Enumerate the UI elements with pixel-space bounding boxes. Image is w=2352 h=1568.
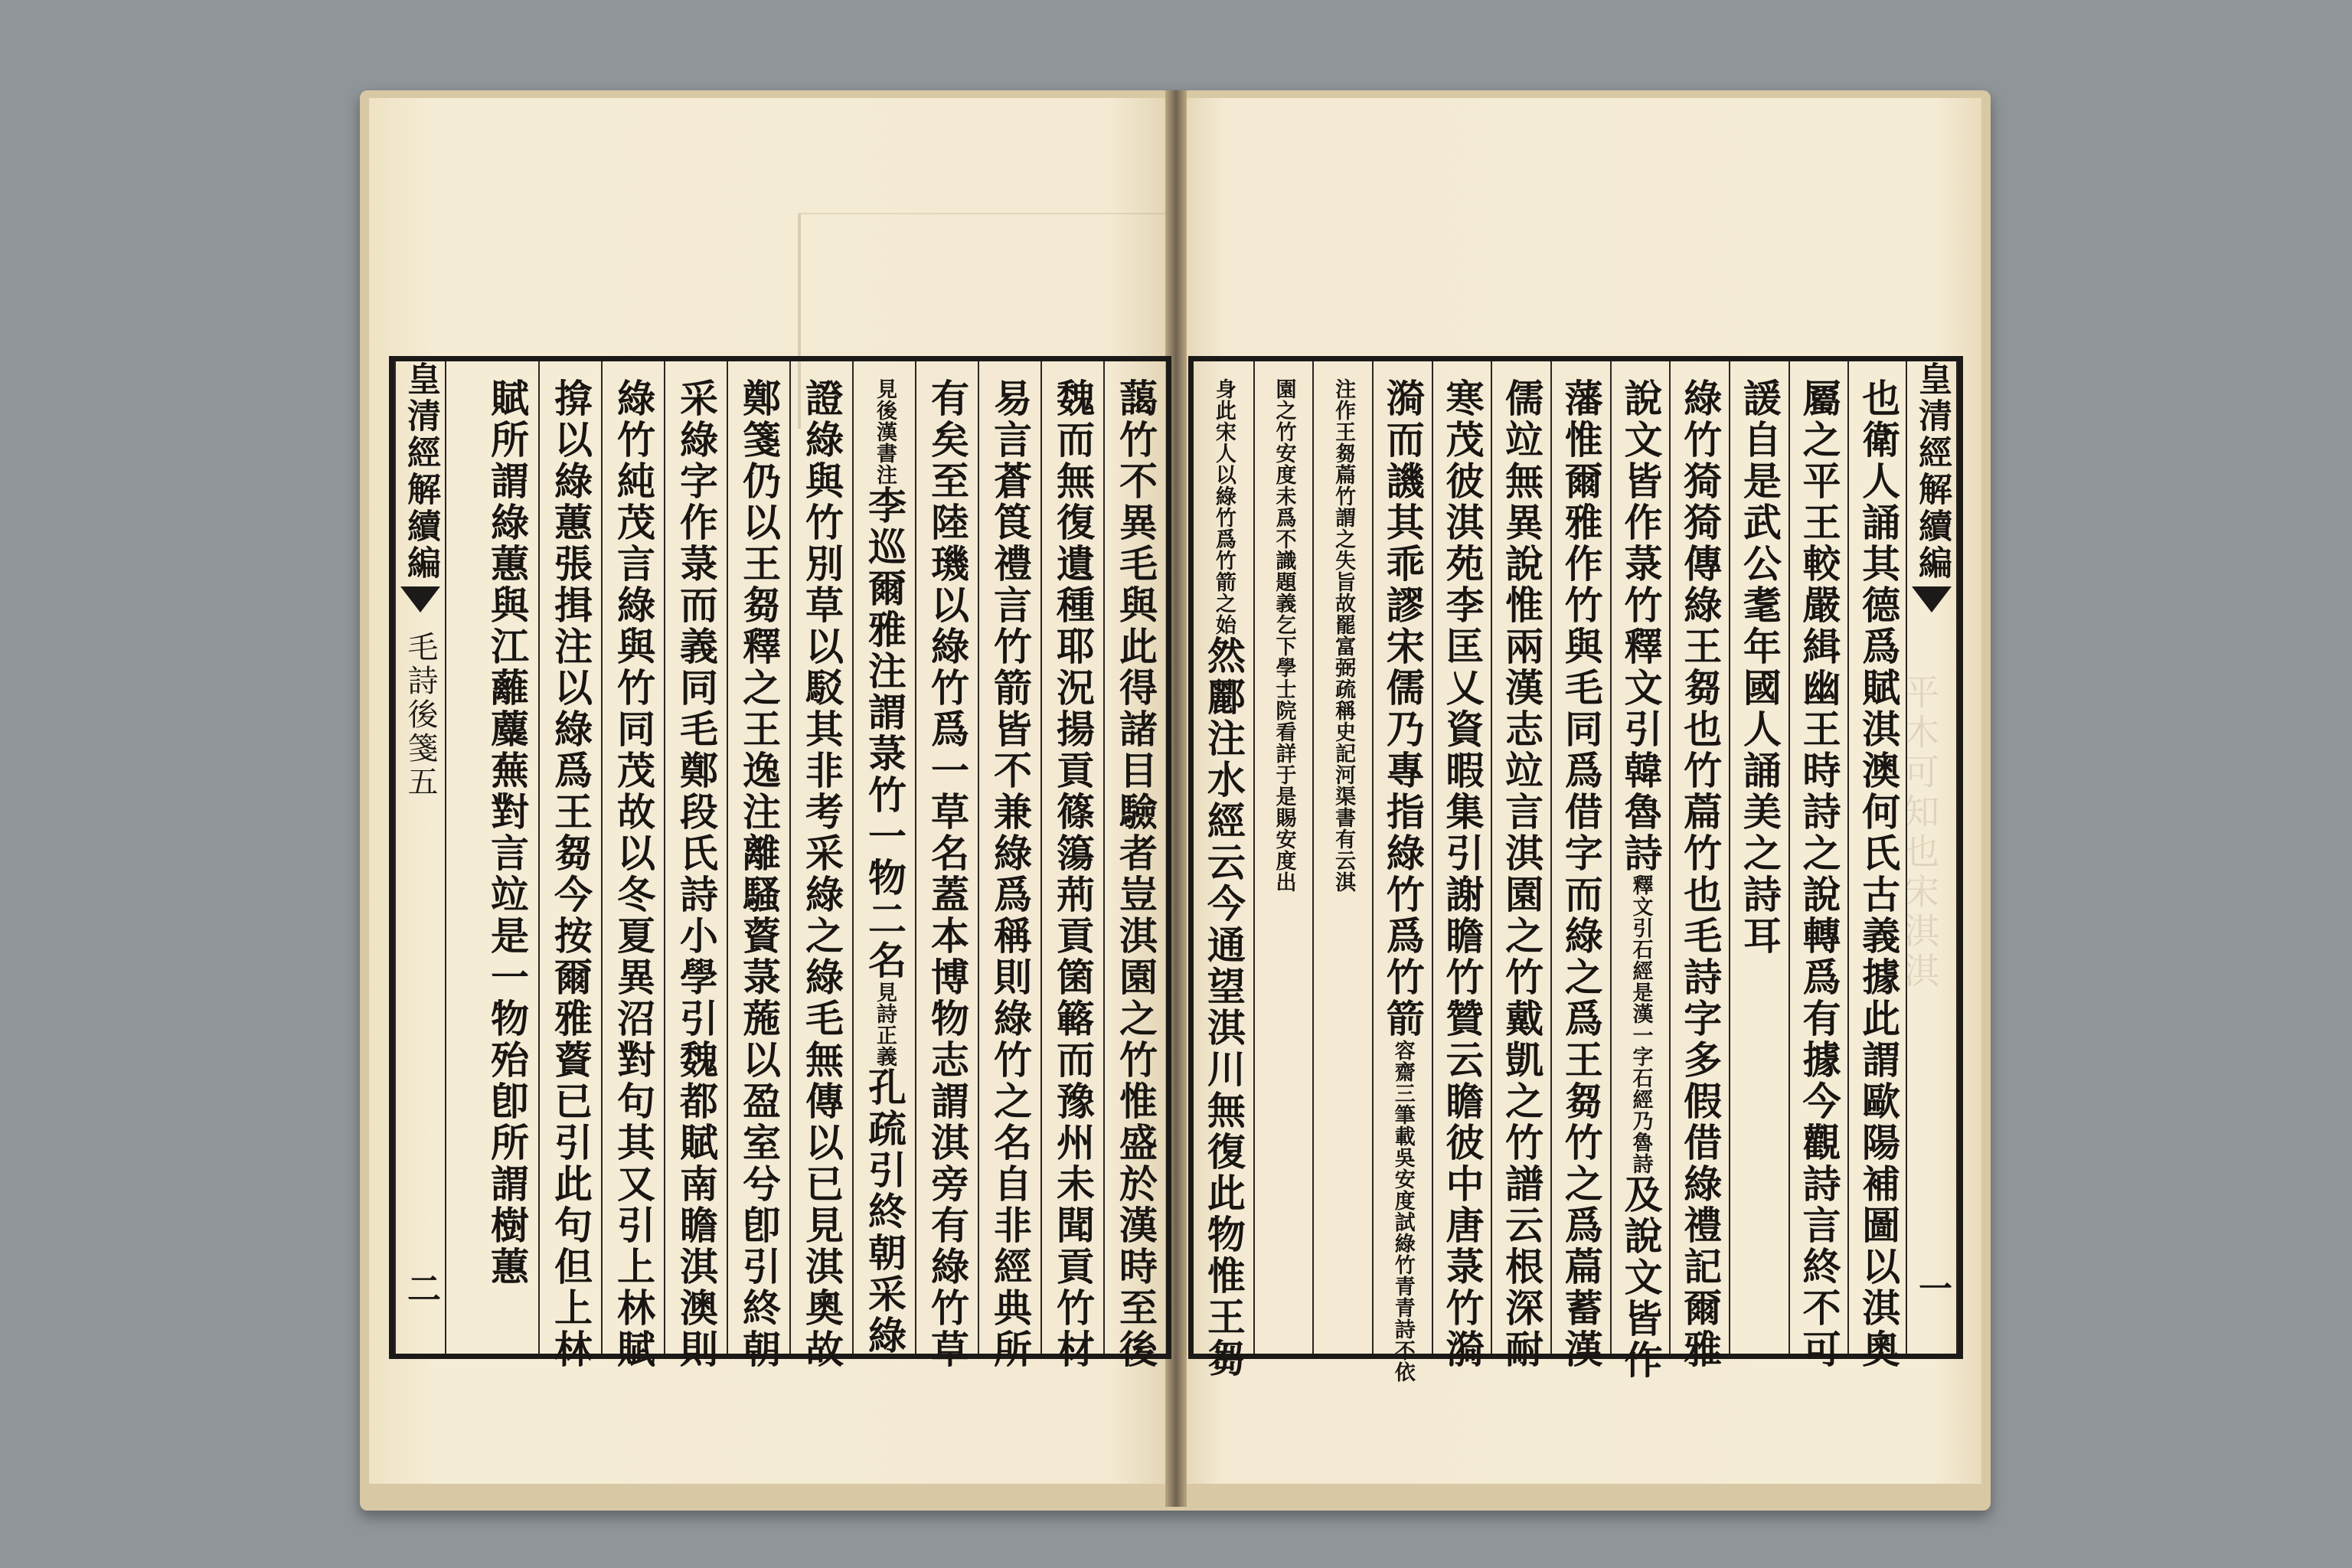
right-column-text: 藩惟爾雅作竹與毛同爲借字而綠之爲王芻竹之爲萹蓄漢 xyxy=(1558,378,1604,1370)
right-text-column xyxy=(1788,361,1848,1370)
left-text-column xyxy=(475,361,538,1354)
right-text-columns xyxy=(1194,361,1907,1383)
left-text-frame xyxy=(389,356,1171,1370)
left-text-columns xyxy=(445,361,1166,1370)
right-column-text: 身此宋人以綠竹爲竹箭之始然酈注水經云今通望淇川無復此物惟王芻 xyxy=(1200,378,1246,1380)
right-column-text: 也衛人誦其德爲賦淇澳何氏古義據此謂歐陽補圖以淇奧 xyxy=(1856,378,1902,1370)
right-column-text: 儒竝無異說惟兩漢志竝言淇園之竹戴凱之竹譜云根深耐 xyxy=(1499,378,1545,1370)
right-text-column xyxy=(1194,361,1253,1380)
right-text-column xyxy=(1312,361,1372,1354)
right-text-column xyxy=(1729,361,1788,1354)
left-text-column xyxy=(915,361,978,1370)
right-column-text: 寒茂彼淇苑李匡乂資暇集引謝瞻竹贊云瞻彼中唐菉竹漪 xyxy=(1439,378,1485,1370)
left-column-text: 揜以綠蕙張揖注以綠爲王芻今按爾雅薋已引此句但上林 xyxy=(548,378,593,1370)
right-column-text: 園之竹安度未爲不識題義乞下學士院看詳于是賜安度出 xyxy=(1272,378,1296,893)
right-text-column xyxy=(1491,361,1550,1370)
right-text-column xyxy=(1372,361,1432,1383)
left-text-column xyxy=(789,361,852,1370)
left-text-column xyxy=(664,361,727,1370)
right-column-text: 屬之平王較嚴緝幽王時詩之說轉爲有據今觀詩言終不可 xyxy=(1796,378,1842,1370)
right-text-column xyxy=(1550,361,1610,1370)
left-text-column xyxy=(601,361,664,1370)
right-column-text: 綠竹猗猗傳綠王芻也竹萹竹也毛詩字多假借綠禮記爾雅 xyxy=(1677,378,1723,1370)
right-column-text: 注作王芻萹竹謂之失旨故罷富弼疏稱史記河渠書有云淇 xyxy=(1331,378,1356,893)
right-text-frame xyxy=(1188,356,1963,1383)
right-spine-title: 皇清經解續編 xyxy=(1913,361,1952,582)
right-column-text: 諼自是武公耄年國人誦美之詩耳 xyxy=(1736,378,1782,957)
left-column-text: 易言蒼筤禮言竹箭皆不兼綠爲稱則綠竹之名自非經典所 xyxy=(988,378,1033,1370)
fish-tail-mark xyxy=(400,586,440,612)
left-text-column xyxy=(852,361,915,1357)
left-column-text: 賦所謂綠蕙與江蘺蘪蕪對言竝是一物殆卽所謂樹蕙 xyxy=(485,378,530,1288)
left-column-text: 有矣至陸璣以綠竹爲一草名蓋本博物志謂淇旁有綠竹草 xyxy=(925,378,970,1370)
left-page-number: 二 xyxy=(401,1271,440,1308)
left-column-text: 魏而無復遺種耶況揚貢篠簜荊貢箘簵而豫州未聞貢竹材 xyxy=(1050,378,1096,1370)
left-column-text: 見後漢書注李巡爾雅注謂菉竹一物二名見詩正義孔疏引終朝采綠 xyxy=(862,378,907,1357)
right-text-column xyxy=(1253,361,1313,1354)
left-column-text: 采綠字作菉而義同毛鄭段氏詩小學引魏都賦南瞻淇澳則 xyxy=(674,378,719,1370)
right-text-column xyxy=(1432,361,1491,1370)
left-column-text: 鄭箋仍以王芻釋之王逸注離騷薋菉葹以盈室兮卽引終朝 xyxy=(737,378,782,1370)
left-text-column xyxy=(978,361,1040,1370)
left-column-text: 證綠與竹別草以駁其非考采綠之綠毛無傳以已見淇奧故 xyxy=(799,378,844,1370)
left-text-column xyxy=(1040,361,1103,1370)
left-spine-title: 皇清經解續編 xyxy=(401,361,440,582)
left-column-text: 藹竹不異毛與此得諸目驗者豈淇園之竹惟盛於漢時至後 xyxy=(1113,378,1158,1370)
bleed-through-text: 平木可知也宋淇淇 xyxy=(1899,674,1940,992)
right-column-text: 漪而譏其乖謬宋儒乃專指綠竹爲竹箭容齋三筆載吳安度試綠竹青青詩不依 xyxy=(1380,378,1426,1383)
right-text-column xyxy=(1669,361,1729,1370)
right-spine-column xyxy=(1906,361,1958,1354)
left-spine-subtitle: 毛詩後箋五 xyxy=(403,631,438,799)
left-text-column xyxy=(1103,361,1166,1370)
right-text-column xyxy=(1847,361,1907,1370)
left-column-text: 綠竹純茂言綠與竹同茂故以冬夏異沼對句其又引上林賦 xyxy=(611,378,656,1370)
left-text-column xyxy=(538,361,601,1370)
fish-tail-mark xyxy=(1912,586,1952,612)
right-column-text: 說文皆作菉竹釋文引韓魯詩釋文引石經是漢一字石經乃魯詩及說文皆作 xyxy=(1618,378,1664,1381)
left-text-column xyxy=(727,361,789,1370)
left-spine-column xyxy=(394,361,446,1354)
right-text-column xyxy=(1610,361,1670,1381)
right-page-number: 一 xyxy=(1913,1271,1952,1308)
